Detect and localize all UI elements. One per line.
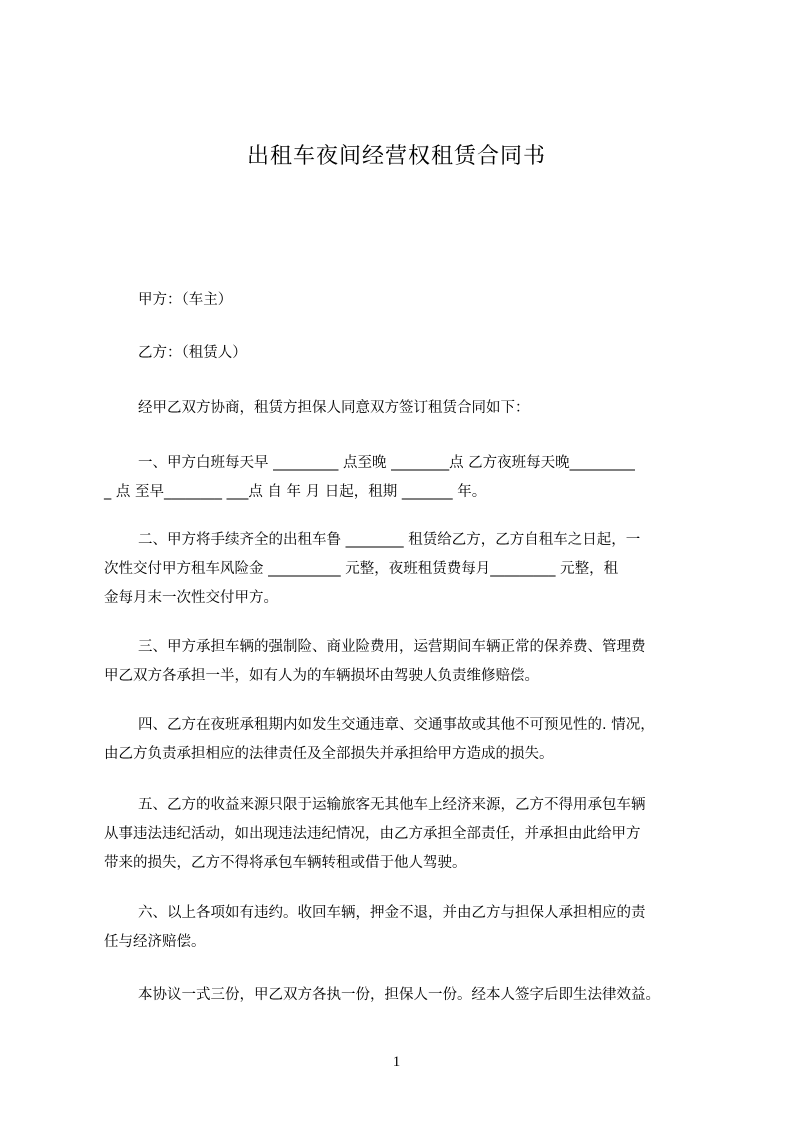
clause-1-line-2: _ 点 至早________ ___点 自 年 月 日起，租期 _______ 年。 bbox=[104, 484, 487, 500]
clause-1 bbox=[104, 449, 704, 507]
clause-3-line-2: 甲乙双方各承担一半，如有人为的车辆损坏由驾驶人负责维修赔偿。 bbox=[104, 668, 539, 684]
intro-paragraph bbox=[104, 394, 704, 423]
clause-6 bbox=[104, 899, 704, 957]
clause-3-line-1: 三、甲方承担车辆的强制险、商业险费用，运营期间车辆正常的保养费、管理费 bbox=[138, 639, 646, 655]
party-b-line bbox=[104, 339, 704, 368]
clause-2-line-2: 次性交付甲方租车风险金 __________ 元整，夜班租赁费每月_________ 元整，租 bbox=[104, 561, 619, 577]
clause-6-line-2: 任与经济赔偿。 bbox=[104, 934, 206, 950]
clause-2-line-1: 二、甲方将手续齐全的出租车鲁 ________ 租赁给乙方，乙方自租车之日起，一 bbox=[138, 532, 641, 548]
clause-4-line-2: 由乙方负责承担相应的法律责任及全部损失并承担给甲方造成的损失。 bbox=[104, 746, 554, 762]
clause-3 bbox=[104, 633, 704, 691]
clause-2-line-3: 金每月末一次性交付甲方。 bbox=[104, 590, 278, 606]
clause-1-line-1: 一、甲方白班每天早 _________ 点至晚 ________点 乙方夜班每天晚_________ bbox=[138, 455, 635, 471]
party-a-line bbox=[104, 286, 704, 315]
page-number: 1 bbox=[392, 1054, 401, 1070]
document-title: 出租车夜间经营权租赁合同书 bbox=[246, 144, 546, 169]
clause-5-line-3: 带来的损失，乙方不得将承包车辆转租或借于他人驾驶。 bbox=[104, 855, 467, 871]
clause-2 bbox=[104, 526, 704, 613]
clause-4 bbox=[104, 711, 704, 769]
clause-6-line-1: 六、以上各项如有违约。收回车辆，押金不退，并由乙方与担保人承担相应的责 bbox=[138, 905, 646, 921]
closing-paragraph bbox=[104, 981, 704, 1010]
clause-5-line-1: 五、乙方的收益来源只限于运输旅客无其他车上经济来源，乙方不得用承包车辆 bbox=[138, 797, 646, 813]
intro-text: 经甲乙双方协商，租赁方担保人同意双方签订租赁合同如下： bbox=[138, 400, 530, 416]
party-a-text: 甲方：（车主） bbox=[138, 292, 233, 308]
clause-5-line-2: 从事违法违纪活动，如出现违法违纪情况，由乙方承担全部责任，并承担由此给甲方 bbox=[104, 826, 641, 842]
party-b-text: 乙方：（租赁人） bbox=[138, 345, 247, 361]
clause-5 bbox=[104, 791, 704, 878]
clause-4-line-1: 四、乙方在夜班承租期内如发生交通违章、交通事故或其他不可预见性的. 情况， bbox=[138, 717, 655, 733]
closing-text: 本协议一式三份，甲乙双方各执一份，担保人一份。经本人签字后即生法律效益。 bbox=[138, 987, 660, 1003]
